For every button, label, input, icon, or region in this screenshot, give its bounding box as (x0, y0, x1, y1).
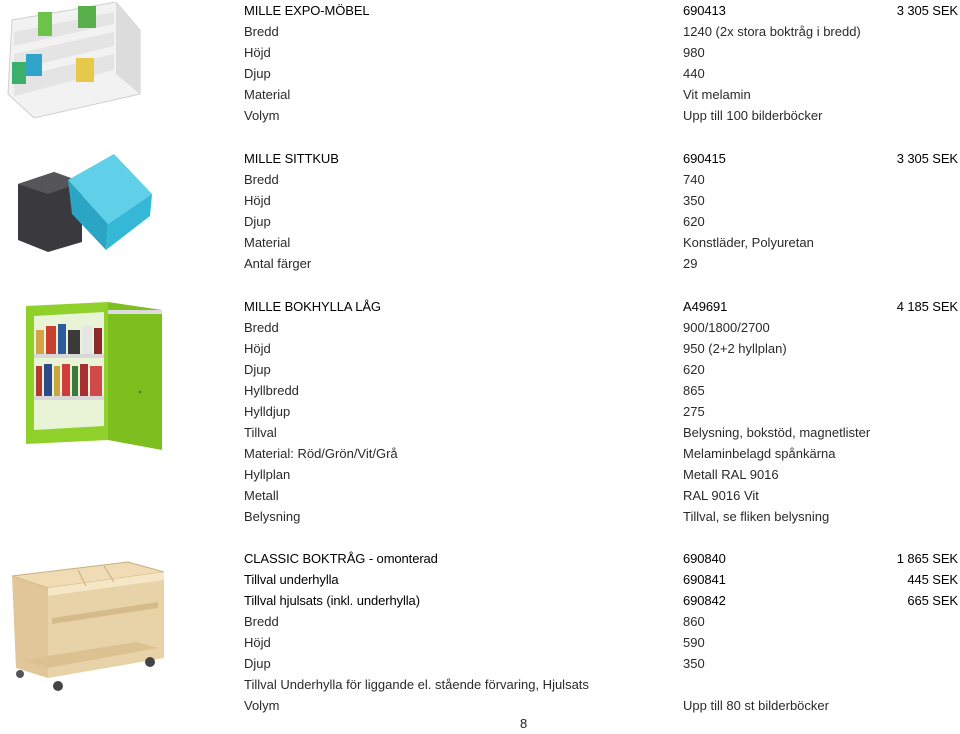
spec-label: Volym (244, 698, 280, 713)
spec-value: 350 (683, 193, 705, 208)
spec-label: Antal färger (244, 256, 312, 271)
spec-value: 275 (683, 404, 705, 419)
spec-label: Tillval (244, 425, 277, 440)
page-number: 8 (520, 716, 528, 731)
spec-row (0, 253, 960, 274)
spec-value: Vit melamin (683, 87, 751, 102)
price: 3 305 SEK (896, 3, 958, 18)
article-number: A49691 (683, 299, 728, 314)
spec-row (0, 443, 960, 464)
spec-value: Upp till 100 bilderböcker (683, 108, 823, 123)
product-header-row (0, 0, 960, 21)
spec-label: Belysning (244, 509, 301, 524)
article-number: 690842 (683, 593, 726, 608)
price: 4 185 SEK (896, 299, 958, 314)
spec-value: Metall RAL 9016 (683, 467, 779, 482)
spec-value: 950 (2+2 hyllplan) (683, 341, 787, 356)
spec-label: Djup (244, 656, 271, 671)
spec-label: Bredd (244, 614, 279, 629)
spec-label: Volym (244, 108, 280, 123)
product-header-row (0, 296, 960, 317)
product-name: MILLE SITTKUB (244, 151, 339, 166)
spec-row (0, 653, 960, 674)
spec-value: 900/1800/2700 (683, 320, 770, 335)
spec-row (0, 190, 960, 211)
spec-value: Upp till 80 st bilderböcker (683, 698, 829, 713)
spec-value: Belysning, bokstöd, magnetlister (683, 425, 871, 440)
spec-value: 860 (683, 614, 705, 629)
spec-row (0, 422, 960, 443)
spec-label: Tillval Underhylla för liggande el. stående förvaring, Hjulsats (244, 677, 589, 692)
spec-row (0, 632, 960, 653)
option-name: Tillval underhylla (244, 572, 339, 587)
spec-label: Material (244, 87, 291, 102)
spec-label: Höjd (244, 193, 271, 208)
spec-value: Konstläder, Polyuretan (683, 235, 814, 250)
spec-row (0, 338, 960, 359)
spec-row (0, 21, 960, 42)
spec-label: Djup (244, 362, 271, 377)
price: 1 865 SEK (896, 551, 958, 566)
spec-value: RAL 9016 Vit (683, 488, 759, 503)
spec-label: Hylldjup (244, 404, 291, 419)
article-number: 690841 (683, 572, 726, 587)
spec-label: Bredd (244, 172, 279, 187)
spec-row (0, 506, 960, 527)
spec-row (0, 695, 960, 716)
product-name: MILLE BOKHYLLA LÅG (244, 299, 381, 314)
spec-label: Bredd (244, 24, 279, 39)
spec-row (0, 485, 960, 506)
product-name: CLASSIC BOKTRÅG - omonterad (244, 551, 438, 566)
spec-row (0, 105, 960, 126)
spec-value: 980 (683, 45, 705, 60)
spec-label: Material: Röd/Grön/Vit/Grå (244, 446, 398, 461)
spec-row (0, 42, 960, 63)
option-row (0, 590, 960, 611)
spec-value: 29 (683, 256, 698, 271)
spec-row (0, 232, 960, 253)
spec-row (0, 317, 960, 338)
spec-row (0, 84, 960, 105)
product-name: MILLE EXPO-MÖBEL (244, 3, 370, 18)
spec-value: 590 (683, 635, 705, 650)
spec-value: 620 (683, 214, 705, 229)
spec-value: 740 (683, 172, 705, 187)
spec-row (0, 464, 960, 485)
spec-label: Höjd (244, 635, 271, 650)
spec-label: Djup (244, 66, 271, 81)
spec-value: Tillval, se fliken belysning (683, 509, 830, 524)
spec-label: Djup (244, 214, 271, 229)
price: 665 SEK (907, 593, 958, 608)
product-header-row (0, 148, 960, 169)
spec-value: 865 (683, 383, 705, 398)
spec-label: Höjd (244, 45, 271, 60)
option-row (0, 569, 960, 590)
option-name: Tillval hjulsats (inkl. underhylla) (244, 593, 420, 608)
spec-label: Höjd (244, 341, 271, 356)
spec-value: 620 (683, 362, 705, 377)
spec-row (0, 380, 960, 401)
spec-value: 1240 (2x stora boktråg i bredd) (683, 24, 861, 39)
spec-label: Hyllplan (244, 467, 291, 482)
product-header-row (0, 548, 960, 569)
spec-value: Melaminbelagd spånkärna (683, 446, 836, 461)
article-number: 690413 (683, 3, 726, 18)
spec-label: Hyllbredd (244, 383, 299, 398)
spec-row (0, 169, 960, 190)
spec-row (0, 359, 960, 380)
spec-row (0, 611, 960, 632)
article-number: 690415 (683, 151, 726, 166)
spec-label: Bredd (244, 320, 279, 335)
spec-value: 440 (683, 66, 705, 81)
spec-row (0, 211, 960, 232)
article-number: 690840 (683, 551, 726, 566)
spec-row (0, 674, 960, 695)
spec-label: Material (244, 235, 291, 250)
spec-row (0, 401, 960, 422)
spec-label: Metall (244, 488, 279, 503)
spec-value: 350 (683, 656, 705, 671)
price: 3 305 SEK (896, 151, 958, 166)
spec-row (0, 63, 960, 84)
price: 445 SEK (907, 572, 958, 587)
